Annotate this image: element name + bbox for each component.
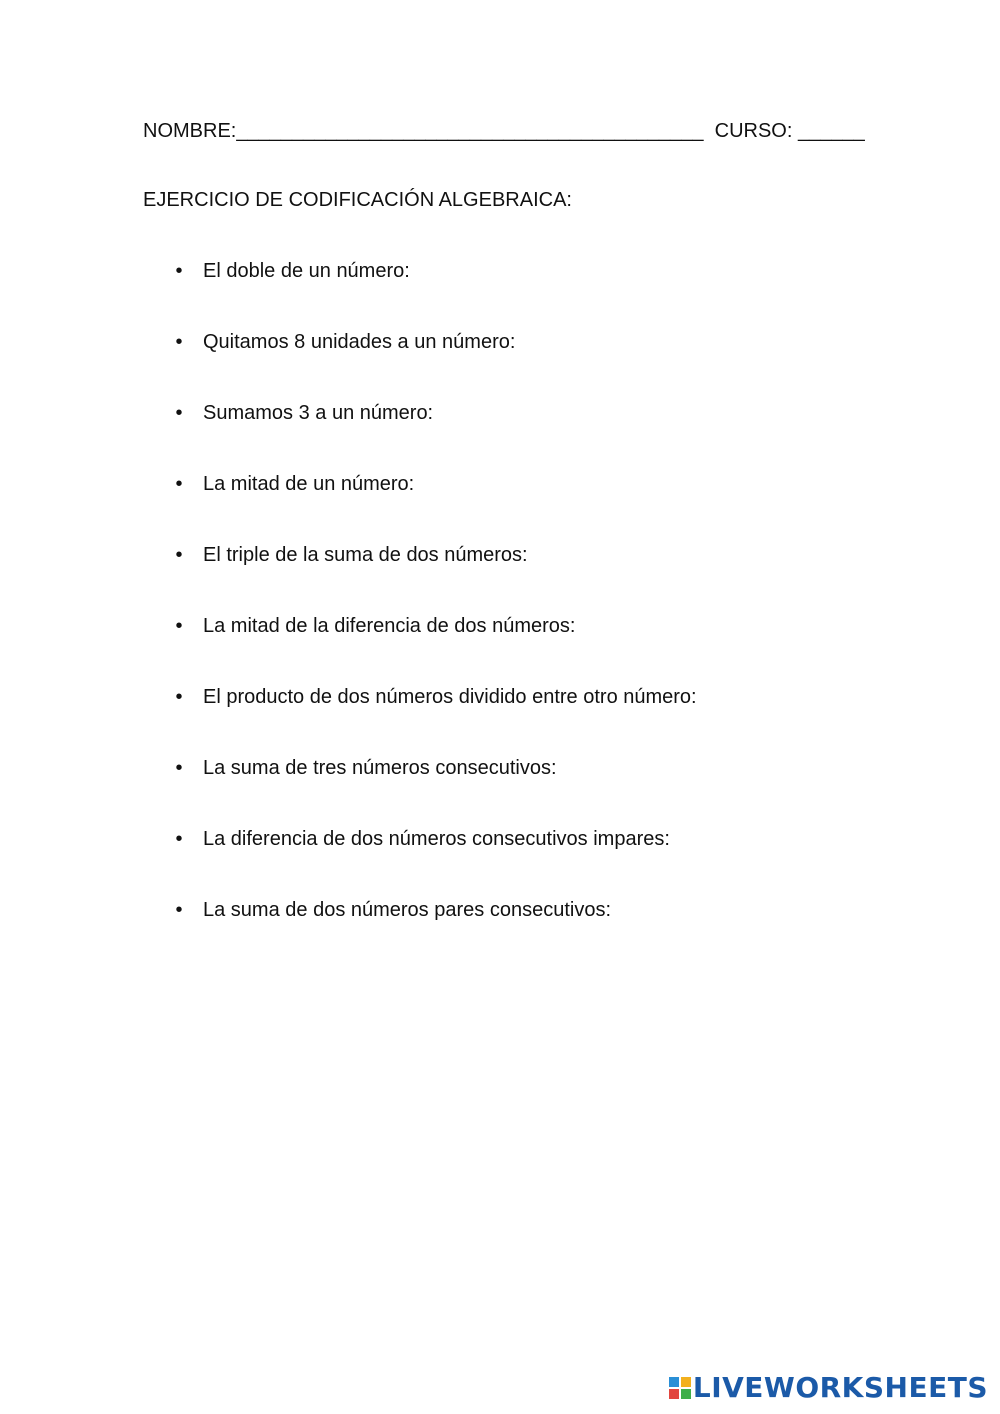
bullet-icon: • [175, 615, 183, 637]
list-item [172, 614, 872, 638]
liveworksheets-logo-icon [669, 1377, 691, 1399]
question-text: La mitad de un número: [203, 473, 415, 495]
list-item [172, 756, 872, 780]
question-text: Sumamos 3 a un número: [203, 402, 434, 424]
bullet-icon: • [175, 331, 183, 353]
bullet-icon: • [175, 260, 183, 282]
list-item [172, 543, 872, 567]
list-item [172, 259, 872, 283]
question-text: El doble de un número: [203, 260, 410, 282]
bullet-icon: • [175, 544, 183, 566]
brand-wordmark: LIVEWORKSHEETS [692, 1371, 988, 1404]
bullet-icon: • [175, 473, 183, 495]
bullet-icon: • [175, 899, 183, 921]
list-item [172, 685, 872, 709]
list-item [172, 330, 872, 354]
student-info-line [143, 119, 863, 143]
liveworksheets-logo [669, 1370, 988, 1406]
bullet-icon: • [175, 686, 183, 708]
question-text: El producto de dos números dividido entre otro número: [203, 686, 697, 708]
list-item [172, 898, 872, 922]
course-blank: ______ [798, 120, 865, 142]
list-item [172, 827, 872, 851]
bullet-icon: • [175, 757, 183, 779]
question-text: Quitamos 8 unidades a un número: [203, 331, 516, 353]
bullet-icon: • [175, 828, 183, 850]
list-item [172, 401, 872, 425]
exercise-title: EJERCICIO DE CODIFICACIÓN ALGEBRAICA: [143, 189, 572, 211]
question-text: La suma de dos números pares consecutivos: [203, 899, 611, 921]
course-label: CURSO: [714, 120, 793, 142]
name-blank: __________________________________________ [236, 120, 704, 142]
question-text: La mitad de la diferencia de dos números: [203, 615, 576, 637]
question-text: La diferencia de dos números consecutivos impares: [203, 828, 670, 850]
bullet-icon: • [175, 402, 183, 424]
name-label: NOMBRE: [143, 120, 237, 142]
list-item [172, 472, 872, 496]
question-text: El triple de la suma de dos números: [203, 544, 528, 566]
question-text: La suma de tres números consecutivos: [203, 757, 557, 779]
